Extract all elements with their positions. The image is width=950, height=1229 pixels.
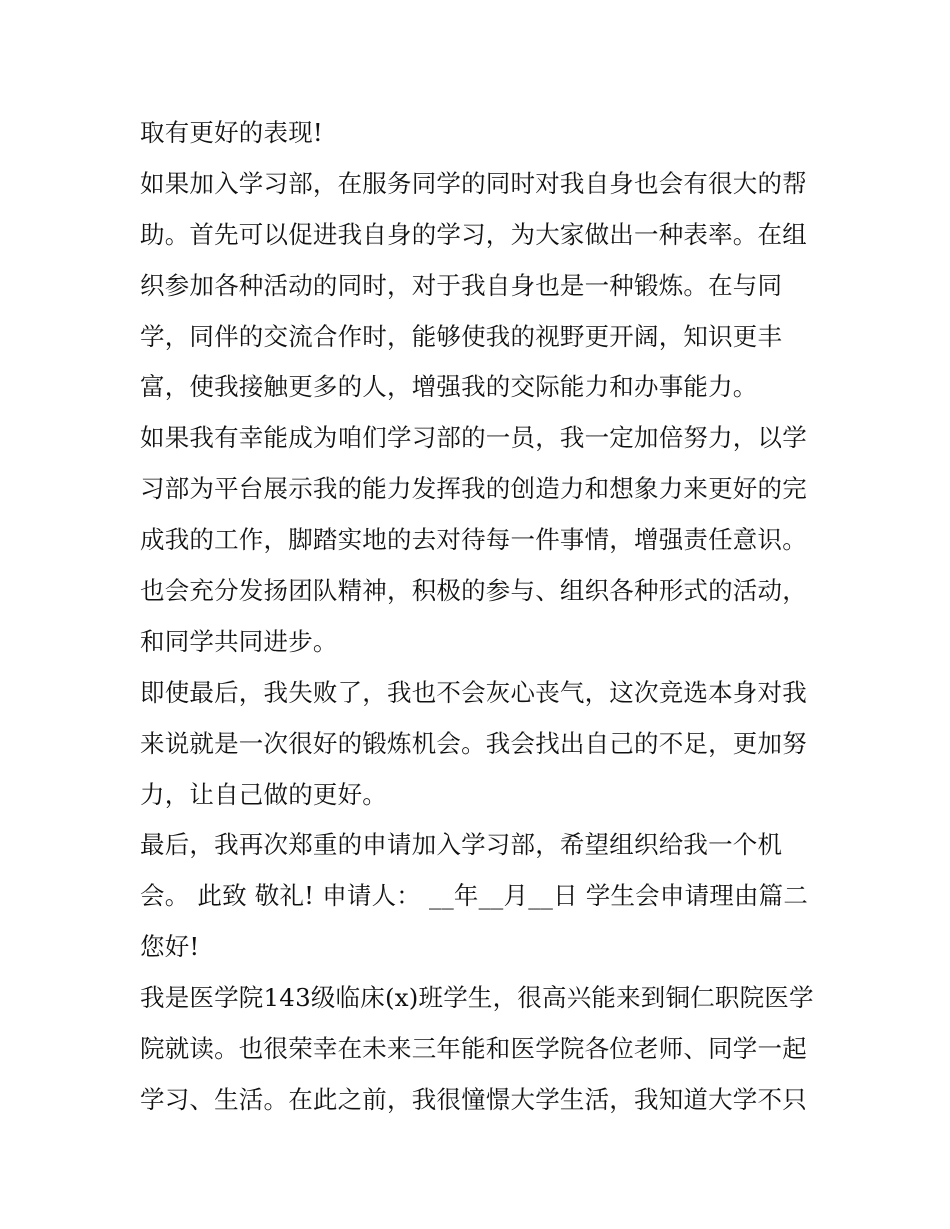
text-line: 富，使我接触更多的人，增强我的交际能力和办事能力。	[140, 372, 758, 402]
text-line: 会。 此致 敬礼! 申请人： __年__月__日 学生会申请理由篇二	[140, 881, 809, 911]
text-line: 助。首先可以促进我自身的学习，为大家做出一种表率。在组	[140, 219, 807, 249]
text-line: 力，让自己做的更好。	[140, 779, 387, 809]
text-line: 习部为平台展示我的能力发挥我的创造力和想象力来更好的完	[140, 474, 807, 504]
text-line: 学习、生活。在此之前，我很憧憬大学生活，我知道大学不只	[140, 1084, 807, 1114]
text-line: 和同学共同进步。	[140, 626, 338, 656]
text-line: 来说就是一次很好的锻炼机会。我会找出自己的不足，更加努	[140, 728, 807, 758]
document-body-text	[140, 108, 820, 1126]
text-line: 成我的工作，脚踏实地的去对待每一件事情，增强责任意识。	[140, 525, 807, 555]
text-line: 如果我有幸能成为咱们学习部的一员，我一定加倍努力，以学	[140, 423, 807, 453]
text-line: 取有更好的表现!	[140, 118, 323, 147]
text-line: 织参加各种活动的同时，对于我自身也是一种锻炼。在与同	[140, 270, 783, 300]
text-line: 我是医学院143级临床(x)班学生，很高兴能来到铜仁职院医学	[140, 983, 814, 1013]
text-line: 如果加入学习部，在服务同学的同时对我自身也会有很大的帮	[140, 168, 807, 198]
text-line: 您好!	[140, 932, 200, 962]
text-line: 也会充分发扬团队精神，积极的参与、组织各种形式的活动，	[140, 576, 807, 606]
text-line: 学，同伴的交流合作时，能够使我的视野更开阔，知识更丰	[140, 321, 783, 351]
text-line: 院就读。也很荣幸在未来三年能和医学院各位老师、同学一起	[140, 1034, 807, 1064]
text-line: 即使最后，我失败了，我也不会灰心丧气，这次竞选本身对我	[140, 677, 807, 707]
text-line: 最后，我再次郑重的申请加入学习部，希望组织给我一个机	[140, 830, 783, 860]
